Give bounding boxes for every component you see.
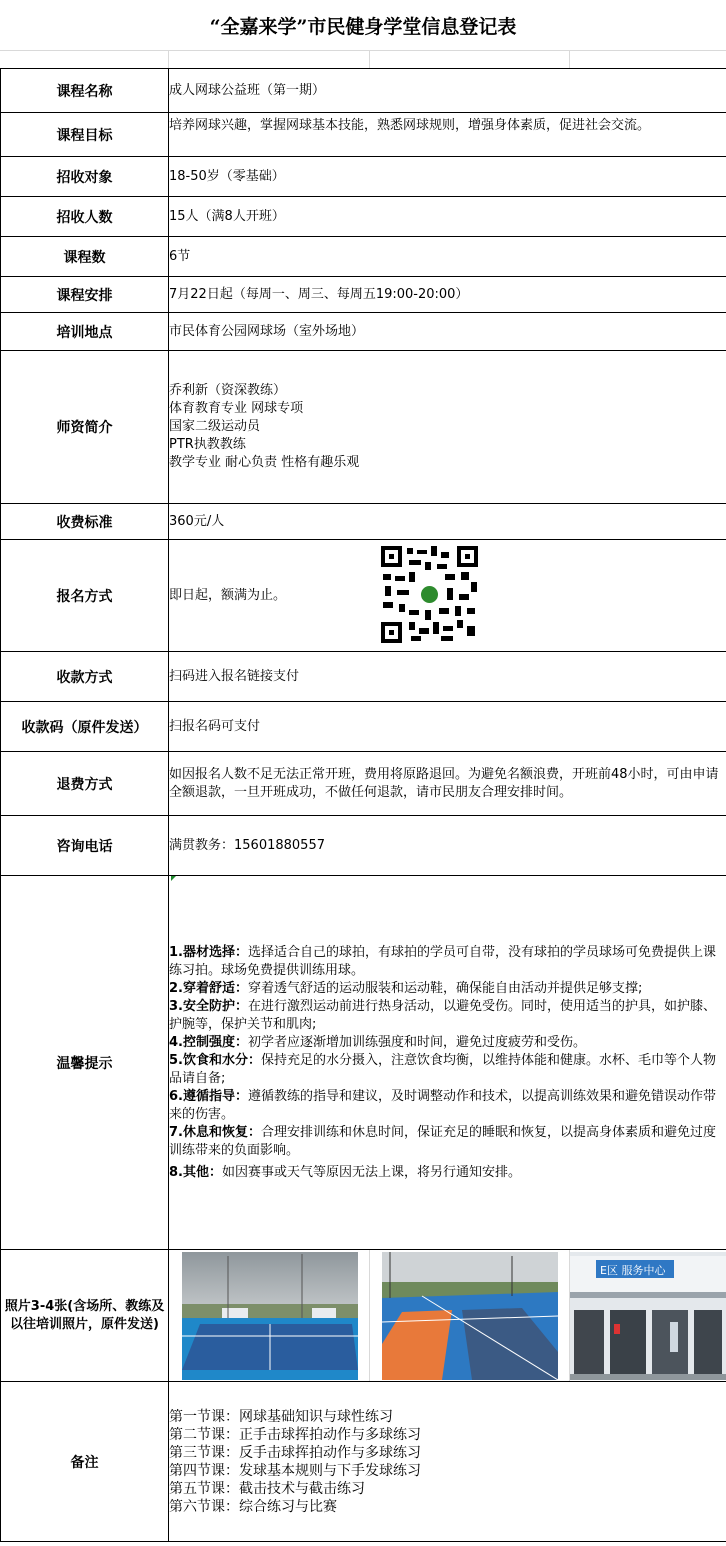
- tip-item: [169, 1034, 726, 1052]
- paycode-value: 扫报名码可支付: [169, 702, 726, 752]
- teacher-label: 师资简介: [1, 351, 169, 504]
- tip-head: 7.休息和恢复：: [169, 1124, 261, 1140]
- payment-label: 收款方式: [1, 652, 169, 702]
- row-refund: [1, 752, 726, 816]
- paycode-label: 收款码（原件发送）: [1, 702, 169, 752]
- note-line: 第一节课：网球基础知识与球性练习: [169, 1408, 393, 1425]
- tip-item: [169, 998, 726, 1034]
- teacher-line: 体育教育专业 网球专项: [169, 401, 304, 416]
- fee-label: 收费标准: [1, 504, 169, 540]
- course-name-label: 课程名称: [1, 69, 169, 113]
- tip-item: [169, 980, 726, 998]
- service-center-image: [570, 1252, 726, 1380]
- count-label: 招收人数: [1, 197, 169, 237]
- target-value: 18-50岁（零基础）: [169, 157, 726, 197]
- refund-label: 退费方式: [1, 752, 169, 816]
- refund-value: 如因报名人数不足无法正常开班，费用将原路退回。为避免名额浪费，开班前48小时，可由申请全额退款，一旦开班成功，不做任何退款，请市民朋友合理安排时间。: [169, 752, 726, 816]
- row-course-name: [1, 69, 726, 113]
- tip-body: 穿着透气舒适的运动服装和运动鞋，确保能自由活动并提供足够支撑;: [247, 980, 643, 996]
- teacher-line: 教学专业 耐心负责 性格有趣乐观: [169, 455, 360, 470]
- target-label: 招收对象: [1, 157, 169, 197]
- row-payment: [1, 652, 726, 702]
- tip-body: 选择适合自己的球拍，有球拍的学员可自带，没有球拍的学员球场可免费提供上课练习拍。球场免费提供训练用球。: [169, 944, 716, 978]
- count-value: 15人（满8人开班）: [169, 197, 726, 237]
- teacher-line: 乔利新（资深教练）: [169, 383, 287, 398]
- course-goal-value: 培养网球兴趣，掌握网球基本技能，熟悉网球规则，增强身体素质，促进社会交流。: [169, 113, 726, 157]
- payment-value: 扫码进入报名链接支付: [169, 652, 726, 702]
- tips-label: 温馨提示: [1, 876, 169, 1250]
- row-photos: [1, 1250, 726, 1382]
- teacher-value: [169, 351, 726, 504]
- court-photo-1-image: [182, 1252, 358, 1380]
- lessons-value: 6节: [169, 237, 726, 277]
- tip-head: 6.遵循指导：: [169, 1088, 248, 1104]
- row-notes: [1, 1382, 726, 1542]
- contact-value: 满贯教务：15601880557: [169, 816, 726, 876]
- note-line: 第五节课：截击技术与截击练习: [169, 1480, 365, 1497]
- note-line: 第四节课：发球基本规则与下手发球练习: [169, 1462, 421, 1479]
- photos-cell: [169, 1250, 726, 1382]
- tip-head: 4.控制强度：: [169, 1034, 248, 1050]
- row-course-goal: [1, 113, 726, 157]
- contact-label: 咨询电话: [1, 816, 169, 876]
- signup-value: 即日起，额满为止。: [169, 587, 287, 603]
- tip-body: 在进行激烈运动前进行热身活动，以避免受伤。同时，使用适当的护具，如护膝、护腕等，保护关节和肌肉;: [169, 998, 716, 1032]
- form-title: “全嘉来学”市民健身学堂信息登记表: [209, 15, 517, 38]
- tip-item: [169, 1052, 726, 1088]
- notes-value: [169, 1382, 726, 1542]
- cell-comment-marker: [171, 876, 176, 881]
- tip-head: 1.器材选择：: [169, 944, 248, 960]
- note-line: 第六节课：综合练习与比赛: [169, 1498, 337, 1515]
- schedule-value: 7月22日起（每周一、周三、每周五19:00-20:00）: [169, 277, 726, 313]
- notes-label: 备注: [1, 1382, 169, 1542]
- signup-label: 报名方式: [1, 540, 169, 652]
- row-teacher: [1, 351, 726, 504]
- photos-label: 照片3-4张(含场所、教练及以往培训照片，原件发送): [1, 1250, 169, 1382]
- row-fee: [1, 504, 726, 540]
- row-lessons: [1, 237, 726, 277]
- row-location: [1, 313, 726, 351]
- signup-cell: [169, 540, 726, 652]
- schedule-label: 课程安排: [1, 277, 169, 313]
- row-contact: [1, 816, 726, 876]
- fee-value: 360元/人: [169, 504, 726, 540]
- tip-head: 3.安全防护：: [169, 998, 248, 1014]
- row-schedule: [1, 277, 726, 313]
- tip-body: 如因赛事或天气等原因无法上课，将另行通知安排。: [221, 1164, 521, 1180]
- court-photo-2: [382, 1252, 558, 1380]
- service-center-photo: [570, 1252, 726, 1380]
- court-photo-2-image: [382, 1252, 558, 1380]
- tip-body: 初学者应逐渐增加训练强度和时间，避免过度疲劳和受伤。: [247, 1034, 586, 1050]
- qr-logo-icon: [419, 584, 440, 605]
- row-count: [1, 197, 726, 237]
- signup-qr-code[interactable]: [381, 546, 478, 643]
- tip-body: 保持充足的水分摄入，注意饮食均衡，以维持体能和健康。水杯、毛巾等个人物品请自备;: [169, 1052, 716, 1086]
- court-photo-1: [182, 1252, 358, 1380]
- service-center-sign-text: E区 服务中心: [600, 1264, 666, 1277]
- tip-body: 合理安排训练和休息时间，保证充足的睡眠和恢复，以提高身体素质和避免过度训练带来的负面影响。: [169, 1124, 716, 1158]
- tips-value: [169, 876, 726, 1250]
- row-paycode: [1, 702, 726, 752]
- tip-head: 5.饮食和水分：: [169, 1052, 261, 1068]
- tip-head: 8.其他：: [169, 1164, 222, 1180]
- tip-item: [169, 1088, 726, 1124]
- note-line: 第二节课：正手击球挥拍动作与多球练习: [169, 1426, 421, 1443]
- tip-item: [169, 1124, 726, 1160]
- tip-item: [169, 944, 726, 980]
- row-target: [1, 157, 726, 197]
- course-goal-label: 课程目标: [1, 113, 169, 157]
- teacher-line: 国家二级运动员: [169, 419, 261, 434]
- teacher-line: PTR执教教练: [169, 437, 246, 452]
- location-value: 市民体育公园网球场（室外场地）: [169, 313, 726, 351]
- lessons-label: 课程数: [1, 237, 169, 277]
- note-line: 第三节课：反手击球挥拍动作与多球练习: [169, 1444, 421, 1461]
- row-signup: [1, 540, 726, 652]
- registration-form-table: [0, 68, 726, 1542]
- tip-body: 遵循教练的指导和建议，及时调整动作和技术，以提高训练效果和避免错误动作带来的伤害。: [169, 1088, 716, 1122]
- spreadsheet-gridline-row: [0, 50, 726, 69]
- row-tips: [1, 876, 726, 1250]
- location-label: 培训地点: [1, 313, 169, 351]
- tip-item: [169, 1164, 726, 1182]
- tip-head: 2.穿着舒适：: [169, 980, 248, 996]
- course-name-value: 成人网球公益班（第一期）: [169, 69, 726, 113]
